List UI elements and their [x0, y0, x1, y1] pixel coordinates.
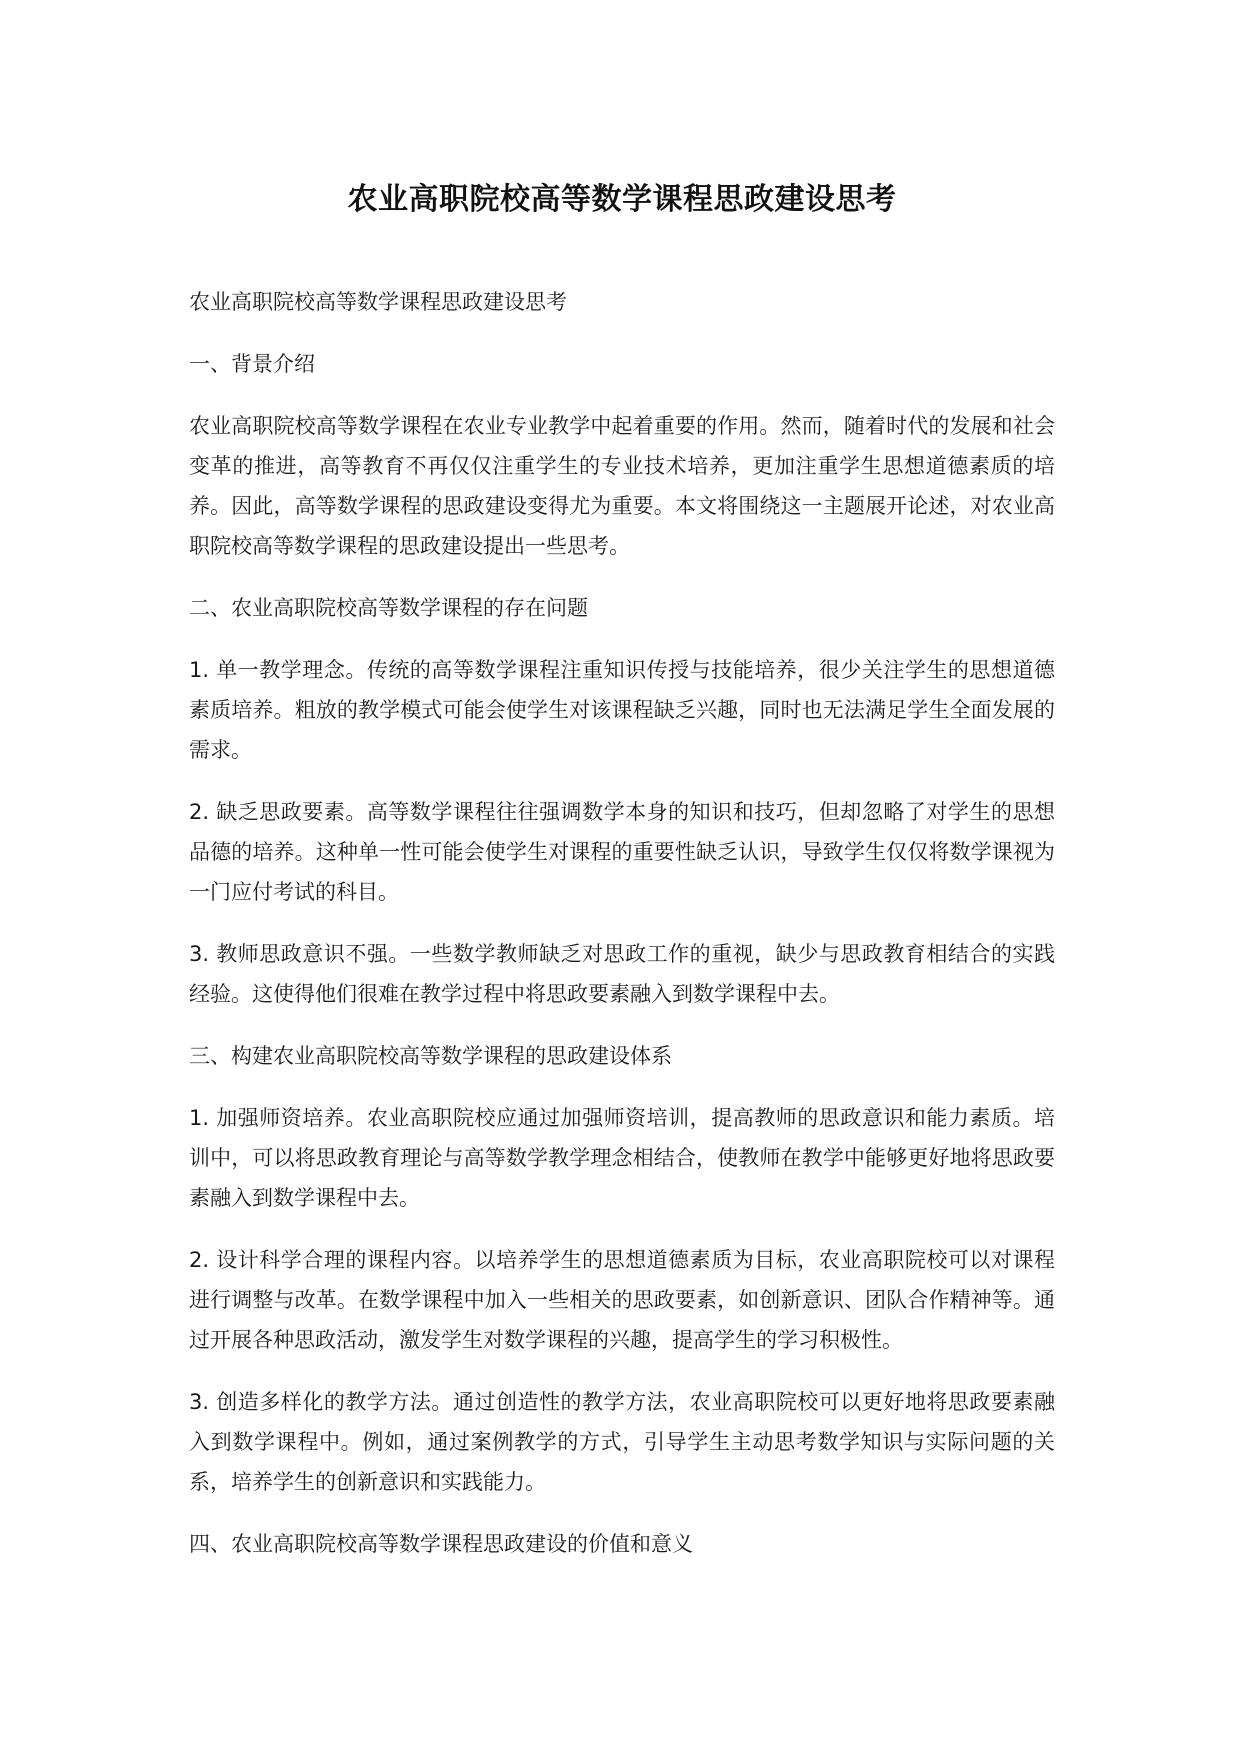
section-3-paragraph-1: 1. 加强师资培养。农业高职院校应通过加强师资培训，提高教师的思政意识和能力素质。培训中，可以将思政教育理论与高等数学教学理念相结合，使教师在教学中能够更好地将思政要素融入到数学课程中去。 [189, 1106, 1055, 1210]
section-1-paragraph-1: 农业高职院校高等数学课程在农业专业教学中起着重要的作用。然而，随着时代的发展和社会变革的推进，高等教育不再仅仅注重学生的专业技术培养，更加注重学生思想道德素质的培养。因此，高等数学课程的思政建设变得尤为重要。本文将围绕这一主题展开论述，对农业高职院校高等数学课程的思政建设提出一些思考。 [189, 414, 1055, 558]
section-2-paragraph-1: 1. 单一教学理念。传统的高等数学课程注重知识传授与技能培养，很少关注学生的思想道德素质培养。粗放的教学模式可能会使学生对该课程缺乏兴趣，同时也无法满足学生全面发展的需求。 [189, 658, 1055, 762]
section-heading-2: 二、农业高职院校高等数学课程的存在问题 [189, 596, 588, 620]
section-heading-4: 四、农业高职院校高等数学课程思政建设的价值和意义 [189, 1532, 693, 1556]
section-heading-3: 三、构建农业高职院校高等数学课程的思政建设体系 [189, 1044, 672, 1068]
document-title: 农业高职院校高等数学课程思政建设思考 [347, 182, 897, 217]
section-2-paragraph-3: 3. 教师思政意识不强。一些数学教师缺乏对思政工作的重视，缺少与思政教育相结合的实践经验。这使得他们很难在教学过程中将思政要素融入到数学课程中去。 [189, 942, 1055, 1006]
document-subtitle: 农业高职院校高等数学课程思政建设思考 [189, 290, 567, 314]
section-3-paragraph-3: 3. 创造多样化的教学方法。通过创造性的教学方法，农业高职院校可以更好地将思政要素融入到数学课程中。例如，通过案例教学的方式，引导学生主动思考数学知识与实际问题的关系，培养学生的创新意识和实践能力。 [189, 1390, 1055, 1494]
section-heading-1: 一、背景介绍 [189, 352, 315, 376]
section-2-paragraph-2: 2. 缺乏思政要素。高等数学课程往往强调数学本身的知识和技巧，但却忽略了对学生的思想品德的培养。这种单一性可能会使学生对课程的重要性缺乏认识，导致学生仅仅将数学课视为一门应付考试的科目。 [189, 800, 1055, 904]
section-3-paragraph-2: 2. 设计科学合理的课程内容。以培养学生的思想道德素质为目标，农业高职院校可以对课程进行调整与改革。在数学课程中加入一些相关的思政要素，如创新意识、团队合作精神等。通过开展各种思政活动，激发学生对数学课程的兴趣，提高学生的学习积极性。 [189, 1248, 1055, 1352]
